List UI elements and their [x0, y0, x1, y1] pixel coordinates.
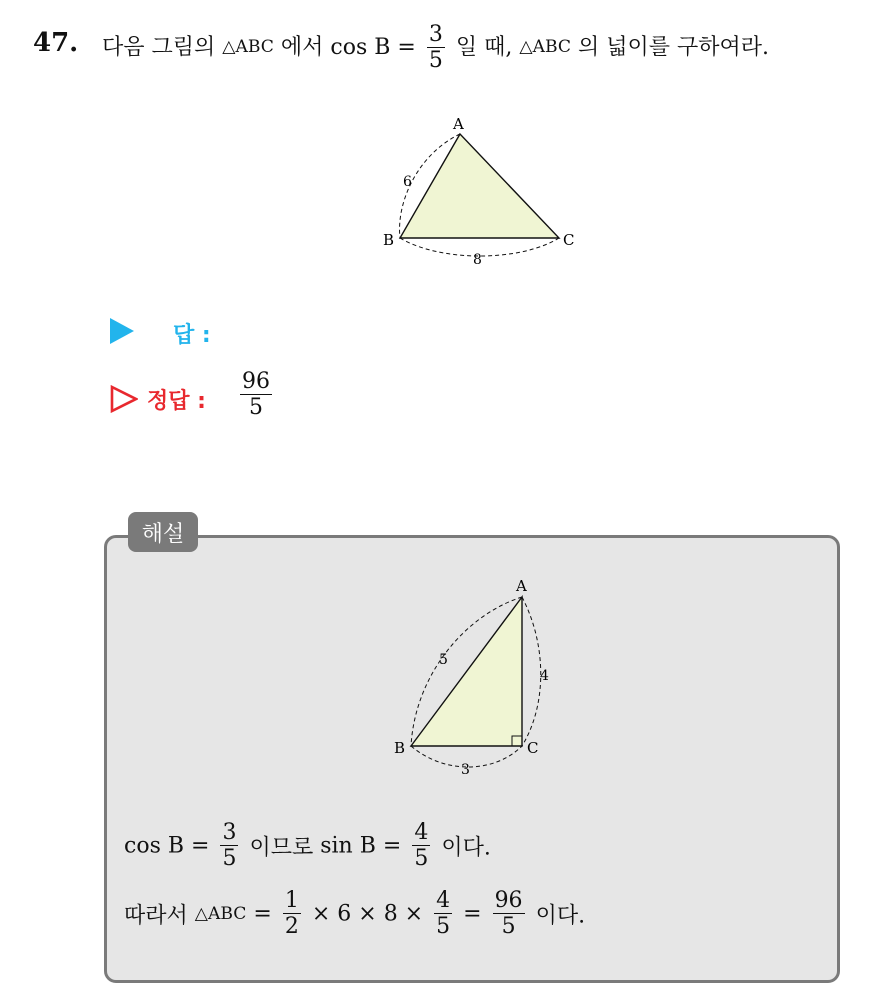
fraction-denominator: 5 — [428, 48, 443, 74]
triangle-figure — [370, 112, 590, 272]
half-denominator: 2 — [284, 914, 299, 940]
problem-text-part2: 에서 — [280, 34, 324, 60]
correct-answer-value — [236, 369, 276, 421]
equals-sign-2: = — [463, 901, 482, 927]
correct-denominator: 5 — [249, 395, 263, 421]
play-icon — [110, 318, 134, 344]
connector-text: 이므로 — [249, 835, 314, 861]
half-fraction — [283, 888, 301, 940]
problem-number: 47. — [33, 28, 79, 58]
vertex-a-label: A — [453, 115, 464, 133]
problem-text — [102, 22, 769, 74]
correct-fraction — [240, 369, 272, 421]
solution-line-1 — [124, 820, 491, 872]
half-numerator: 1 — [284, 888, 299, 913]
cos-expression: cos B = — [124, 833, 210, 859]
problem-text-part4: 의 넓이를 구하여라. — [578, 34, 770, 60]
sin-fraction — [412, 820, 430, 872]
sin-value-denominator: 5 — [436, 914, 451, 940]
arc-ac — [522, 597, 541, 746]
fraction-numerator: 3 — [428, 22, 443, 47]
sin-numerator: 4 — [414, 820, 429, 845]
side-bc-label: 3 — [461, 762, 470, 778]
multiplication-expression: × 6 × 8 × — [311, 901, 424, 927]
problem-triangle-2: △ABC — [519, 37, 572, 58]
vertex-c-label: C — [527, 739, 539, 757]
problem-text-part1: 다음 그림의 — [102, 34, 216, 60]
vertex-b-label: B — [383, 231, 395, 249]
result-denominator: 5 — [501, 914, 516, 940]
therefore-text: 따라서 — [124, 903, 188, 929]
result-fraction — [493, 888, 525, 940]
solution-tag: 해설 — [128, 512, 198, 552]
vertex-a-label: A — [516, 577, 527, 595]
problem-triangle: △ABC — [222, 37, 274, 58]
problem-fraction — [427, 22, 445, 74]
result-numerator: 96 — [494, 888, 523, 913]
correct-numerator: 96 — [242, 369, 270, 394]
side-bc-label: 8 — [473, 252, 482, 268]
cos-numerator: 3 — [222, 820, 237, 845]
vertex-c-label: C — [563, 231, 575, 249]
triangle-symbol: △ABC — [194, 903, 247, 924]
line1-end: 이다. — [441, 835, 491, 861]
sin-value-fraction — [434, 888, 452, 940]
problem-cos-b: cos B = — [330, 34, 416, 60]
cos-fraction — [220, 820, 238, 872]
sin-expression: sin B = — [320, 833, 402, 859]
equals-sign: = — [253, 901, 272, 927]
solution-line-2 — [124, 888, 585, 940]
answer-label: 답 : — [173, 323, 211, 348]
right-triangle-shape — [411, 597, 522, 746]
answer-marker — [110, 318, 134, 348]
problem-text-part3: 일 때, — [455, 34, 513, 60]
vertex-b-label: B — [394, 739, 406, 757]
triangle-shape — [400, 134, 559, 238]
sin-denominator: 5 — [414, 846, 429, 872]
outline-triangle-icon — [110, 385, 138, 413]
line2-end: 이다. — [535, 903, 586, 929]
side-ac-label: 4 — [540, 668, 549, 684]
correct-answer-label: 정답 : — [147, 389, 206, 414]
side-ab-label: 5 — [439, 652, 448, 668]
side-ab-label: 6 — [403, 174, 412, 190]
sin-value-numerator: 4 — [436, 888, 451, 913]
cos-denominator: 5 — [222, 846, 237, 872]
right-triangle-figure — [385, 575, 565, 780]
